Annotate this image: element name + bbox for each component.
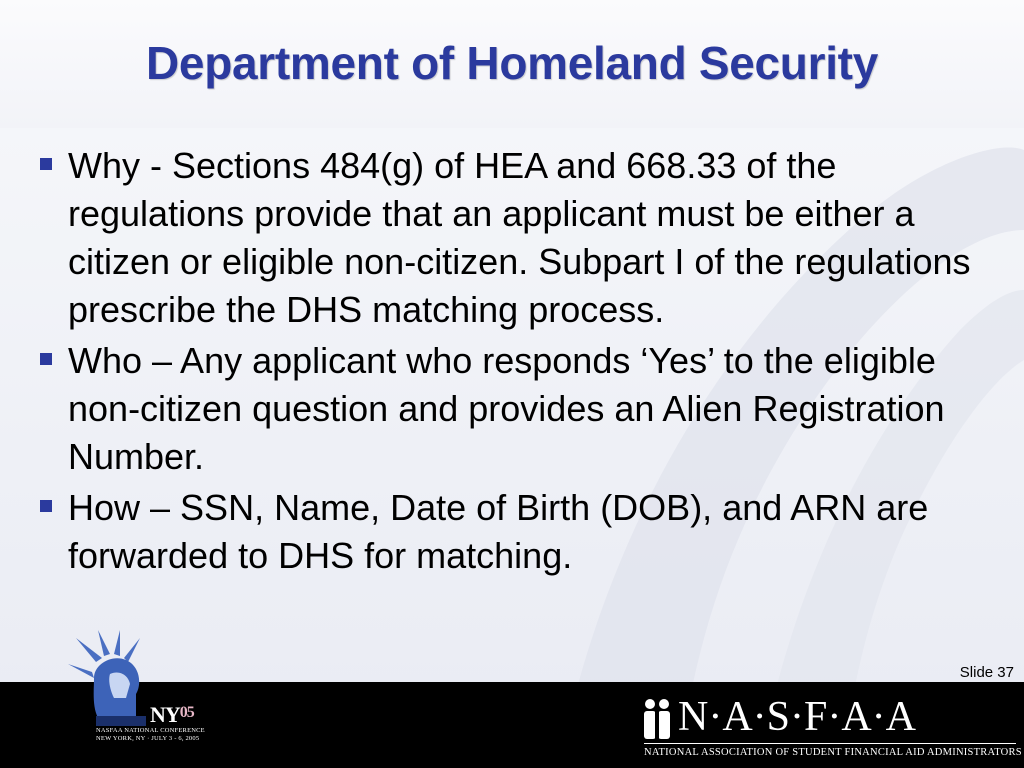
bullet-text: How – SSN, Name, Date of Birth (DOB), and ARN are forwarded to DHS for matching.	[68, 487, 929, 576]
square-bullet-icon	[40, 500, 52, 512]
bullet-list	[40, 142, 990, 583]
nasfaa-divider	[644, 743, 1016, 744]
conference-name: NASFAA NATIONAL CONFERENCE	[96, 727, 205, 734]
bullet-who	[40, 337, 990, 481]
slide-title: Department of Homeland Security	[146, 37, 878, 89]
conference-caption	[96, 727, 208, 742]
nasfaa-logo	[640, 694, 1022, 760]
square-bullet-icon	[40, 158, 52, 170]
conference-year: 05	[179, 704, 194, 721]
slide-number: Slide 37	[959, 664, 1014, 681]
bullet-text: Why - Sections 484(g) of HEA and 668.33 of the regulations provide that an applicant must be either a citizen or eligible non-citizen. Subpart I of the regulations prescribe the DHS matching process.	[68, 145, 971, 330]
square-bullet-icon	[40, 353, 52, 365]
bullet-why	[40, 142, 990, 334]
conference-date: NEW YORK, NY · JULY 3 - 6, 2005	[96, 735, 200, 742]
people-icon	[640, 698, 674, 740]
conference-mark	[150, 702, 194, 728]
nasfaa-wordmark: N·A·S·F·A·A	[678, 694, 916, 740]
nasfaa-tagline: NATIONAL ASSOCIATION OF STUDENT FINANCIAL AID ADMINISTRATORS	[644, 747, 1022, 758]
bullet-how	[40, 484, 990, 580]
conference-mark-text: NY	[150, 702, 180, 727]
bullet-text: Who – Any applicant who responds ‘Yes’ to the eligible non-citizen question and provides an Alien Registration Number.	[68, 340, 945, 477]
